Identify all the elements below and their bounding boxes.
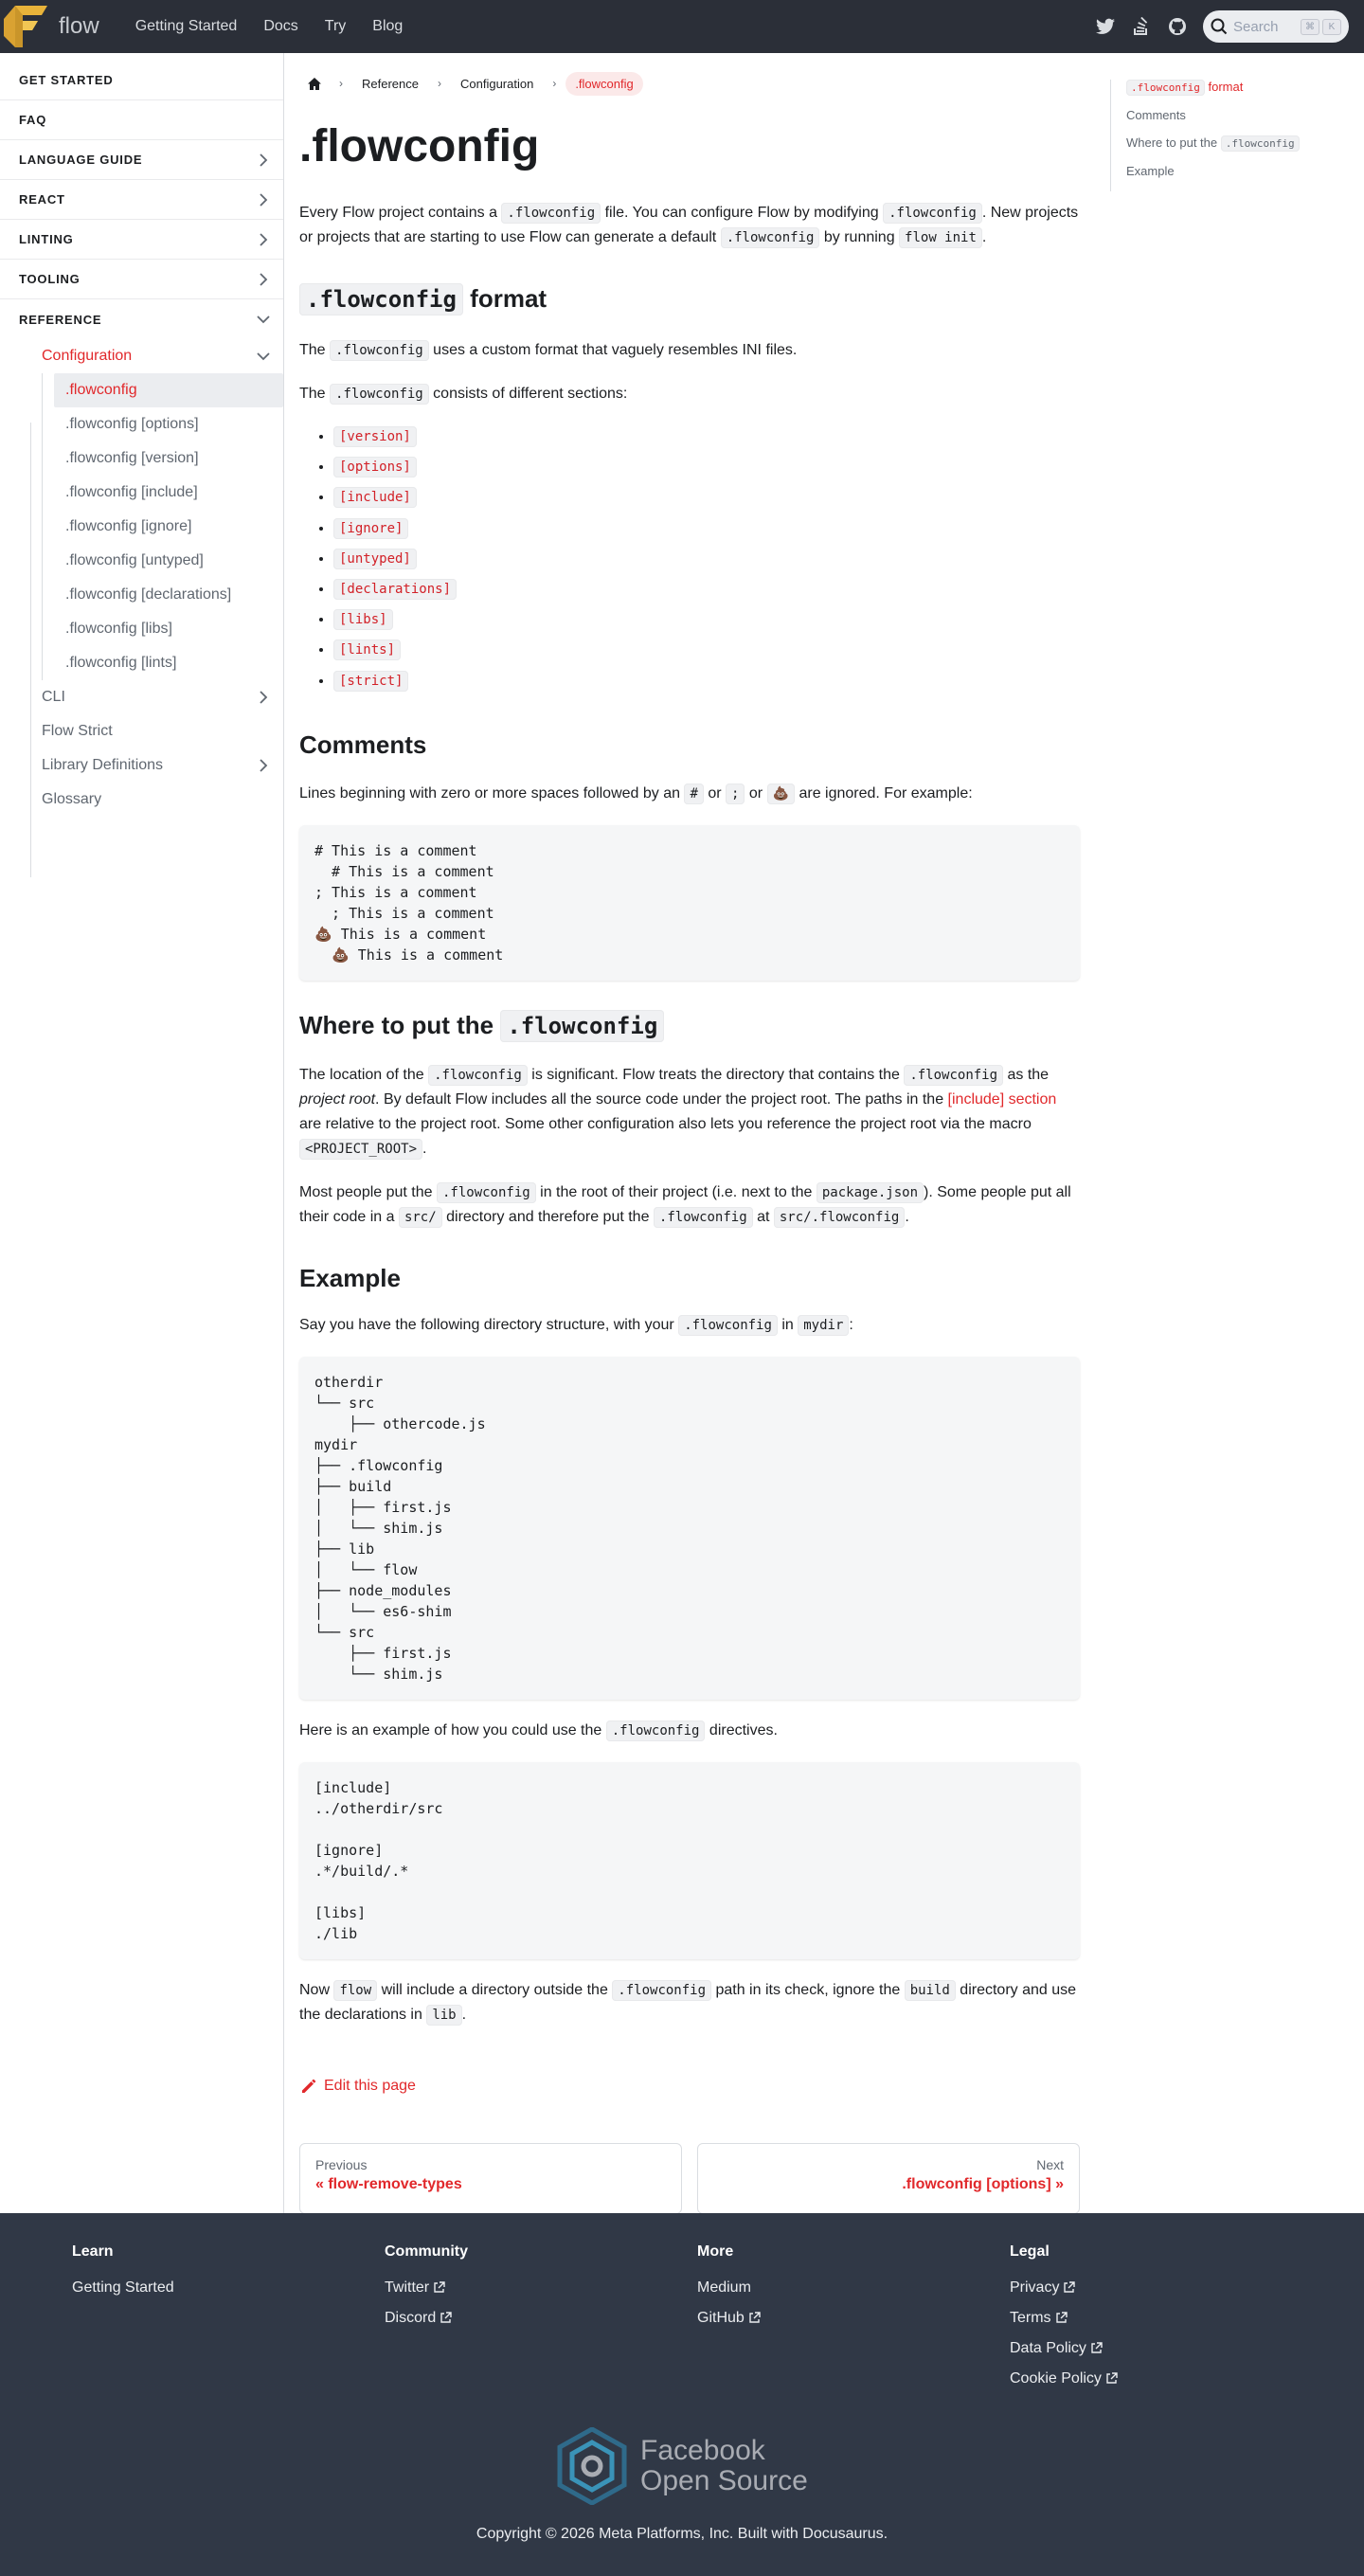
- inline-code: flow init: [899, 227, 982, 248]
- inline-code: [include]: [333, 487, 417, 508]
- text: GitHub: [697, 2309, 745, 2326]
- nav-right: [1095, 0, 1349, 53]
- sidebar-item-label: Configuration: [42, 348, 133, 364]
- inline-code: .flowconfig: [612, 1980, 711, 2001]
- home-icon[interactable]: [299, 70, 330, 97]
- text: Privacy: [1010, 2279, 1060, 2296]
- previous-page-link[interactable]: [299, 2143, 682, 2214]
- inline-code: [untyped]: [333, 549, 417, 569]
- inline-code: .flowconfig: [500, 1010, 664, 1042]
- pager-label: « flow-remove-types: [315, 2175, 462, 2192]
- facebook-open-source-link[interactable]: [557, 2427, 808, 2505]
- brand-link[interactable]: [15, 0, 99, 53]
- example-paragraph-2: [299, 1719, 1080, 1743]
- text: Where to put the: [1126, 135, 1221, 150]
- sections-list: [299, 422, 1080, 696]
- format-paragraph-1: [299, 338, 1080, 363]
- inline-code: .flowconfig: [330, 340, 429, 361]
- text: ). Some people put all their code in a: [299, 1183, 1071, 1225]
- heading-format: [299, 282, 1080, 315]
- inline-code: .flowconfig: [1221, 135, 1300, 152]
- sidebar-item-flowconfig-options[interactable]: .flowconfig [options]: [65, 416, 199, 432]
- sidebar-item-cli[interactable]: [0, 680, 283, 714]
- sidebar-item-label: Flow Strict: [42, 723, 113, 739]
- external-link-icon: [1105, 2372, 1118, 2385]
- inline-code: .flowconfig: [1126, 80, 1205, 96]
- text: . New projects or projects that are starting to use Flow can generate a default: [299, 205, 1079, 245]
- navbar: [0, 0, 1364, 53]
- sidebar-item-reference[interactable]: [0, 299, 283, 339]
- next-page-link[interactable]: [697, 2143, 1080, 2214]
- text: Lines beginning with zero or more spaces followed by an: [299, 784, 685, 802]
- chevron-down-icon[interactable]: [255, 311, 272, 328]
- list-item: [333, 513, 1080, 544]
- breadcrumb-reference[interactable]: Reference: [362, 76, 419, 91]
- text: directory and use the declarations in: [299, 1981, 1077, 2023]
- nav-try[interactable]: Try: [324, 18, 347, 34]
- inline-code: .flowconfig: [654, 1207, 753, 1228]
- text: is significant. Flow treats the directory that contains the: [527, 1066, 905, 1083]
- flow-logo: [0, 0, 53, 53]
- footer-col-more: [697, 2243, 1010, 2399]
- external-link-icon: [1063, 2281, 1075, 2294]
- toc-item-example[interactable]: Example: [1126, 164, 1175, 178]
- list-item: [333, 544, 1080, 574]
- footer-link-twitter[interactable]: [385, 2278, 697, 2297]
- inline-code: [ignore]: [333, 518, 408, 539]
- inline-code: 💩: [767, 784, 795, 804]
- text: :: [849, 1316, 853, 1333]
- copyright: Copyright © 2026 Meta Platforms, Inc. Built with Docusaurus.: [476, 2526, 888, 2542]
- inline-code: .flowconfig: [428, 1065, 528, 1086]
- list-item: [333, 452, 1080, 482]
- text: are ignored. For example:: [795, 784, 973, 802]
- intro-paragraph: [299, 201, 1080, 250]
- text: Terms: [1010, 2309, 1051, 2326]
- stack-overflow-icon[interactable]: [1131, 16, 1152, 37]
- external-link-icon: [433, 2281, 445, 2294]
- inline-code: #: [684, 784, 703, 804]
- chevron-right-icon[interactable]: [255, 271, 272, 288]
- heading-example: Example: [299, 1263, 401, 1292]
- text: .: [981, 229, 987, 245]
- text: Now: [299, 1981, 334, 1998]
- emphasis: project root: [299, 1090, 376, 1108]
- where-paragraph-2: [299, 1180, 1080, 1230]
- sidebar-item-flowconfig-version[interactable]: .flowconfig [version]: [65, 450, 199, 466]
- inline-code: package.json: [817, 1182, 924, 1203]
- sidebar-item-glossary[interactable]: [0, 783, 283, 817]
- text: directory and therefore put the: [441, 1208, 654, 1225]
- sidebar-item-label: TOOLING: [19, 272, 81, 286]
- nav-getting-started[interactable]: Getting Started: [135, 18, 238, 34]
- sidebar-config-group: [42, 373, 283, 680]
- heading-comments: Comments: [299, 730, 427, 759]
- page-title: .flowconfig: [299, 121, 540, 171]
- sidebar-item-label: REACT: [19, 192, 65, 207]
- list-item: [333, 574, 1080, 604]
- text: directives.: [705, 1721, 778, 1738]
- sidebar-item-label: LANGUAGE GUIDE: [19, 153, 143, 167]
- inline-code: .flowconfig: [330, 384, 429, 405]
- list-item: [333, 635, 1080, 665]
- sidebar-item-language-guide[interactable]: [0, 140, 283, 180]
- inline-code: ;: [726, 784, 745, 804]
- text: Most people put the: [299, 1183, 437, 1200]
- inline-code: .flowconfig: [299, 283, 463, 315]
- github-icon[interactable]: [1167, 16, 1188, 37]
- search-placeholder: Search: [1233, 18, 1279, 35]
- inline-code: lib: [426, 2005, 461, 2026]
- toc-item-format[interactable]: [1126, 80, 1337, 96]
- sidebar-item-get-started[interactable]: [0, 61, 283, 100]
- sidebar-item-flowconfig-include[interactable]: .flowconfig [include]: [65, 484, 198, 500]
- external-link-icon: [748, 2312, 761, 2324]
- inline-code: [declarations]: [333, 579, 457, 600]
- twitter-icon[interactable]: [1095, 16, 1116, 37]
- inline-code: flow: [333, 1980, 377, 2001]
- sidebar-item-faq[interactable]: [0, 100, 283, 140]
- text: Facebook: [640, 2435, 765, 2466]
- text: path in its check, ignore the: [711, 1981, 905, 1998]
- sidebar: [0, 53, 284, 2213]
- external-link-icon: [1055, 2312, 1068, 2324]
- sidebar-tree-line: [30, 423, 31, 877]
- text: consists of different sections:: [428, 386, 628, 402]
- footer-link-medium[interactable]: [697, 2278, 1010, 2297]
- inline-code: .flowconfig: [904, 1065, 1003, 1086]
- doc-pager: [299, 2143, 1080, 2214]
- footer-link-privacy[interactable]: [1010, 2278, 1322, 2297]
- external-link-icon: [1090, 2342, 1103, 2354]
- text: .: [461, 2006, 467, 2023]
- pencil-icon: [299, 2077, 318, 2096]
- inline-code: .flowconfig: [721, 227, 820, 248]
- footer-heading: Community: [385, 2243, 468, 2260]
- table-of-contents: [1110, 80, 1337, 191]
- inline-code: .flowconfig: [501, 203, 601, 224]
- text: The: [299, 342, 331, 358]
- inline-code: .flowconfig: [678, 1315, 778, 1336]
- text: as the: [1003, 1066, 1050, 1083]
- inline-code: .flowconfig: [437, 1182, 536, 1203]
- facebook-open-source-text: [640, 2436, 808, 2496]
- inline-code: [version]: [333, 426, 417, 447]
- external-link-icon: [440, 2312, 452, 2324]
- list-item: [333, 482, 1080, 513]
- text: The: [299, 386, 331, 402]
- footer-columns: [72, 2243, 1322, 2399]
- sidebar-item-library-definitions[interactable]: [0, 748, 283, 783]
- text: format: [1204, 80, 1244, 94]
- text: uses a custom format that vaguely resembles INI files.: [428, 342, 798, 358]
- text: Discord: [385, 2309, 437, 2326]
- toc-item-comments[interactable]: Comments: [1126, 108, 1186, 122]
- sidebar-item-flowconfig-declarations[interactable]: .flowconfig [declarations]: [65, 586, 232, 603]
- chevron-right-icon[interactable]: [255, 231, 272, 248]
- heading-where: [299, 1009, 1080, 1042]
- text: .: [905, 1208, 909, 1225]
- chevron-down-icon[interactable]: [255, 348, 272, 365]
- sidebar-item-flowconfig-ignore[interactable]: .flowconfig [ignore]: [65, 518, 192, 534]
- comments-paragraph: [299, 782, 1080, 806]
- footer-col-legal: [1010, 2243, 1322, 2399]
- footer-col-community: [385, 2243, 697, 2399]
- chevron-right-icon[interactable]: [255, 689, 272, 706]
- chevron-right-icon[interactable]: [255, 757, 272, 774]
- text: . By default Flow includes all the source code under the project root. The paths in the: [375, 1090, 948, 1108]
- chevron-right-icon[interactable]: [255, 191, 272, 208]
- edit-page-label: Edit this page: [324, 2077, 416, 2094]
- code-block-comments: # This is a comment # This is a comment ; This is a comment ; This is a comment 💩 This is a comment 💩 This is a comment: [299, 825, 1080, 981]
- text: Getting Started: [72, 2279, 174, 2296]
- inline-code: src/.flowconfig: [774, 1207, 905, 1228]
- inline-code: [options]: [333, 457, 417, 477]
- footer-link-terms[interactable]: [1010, 2308, 1322, 2328]
- text: Every Flow project contains a: [299, 205, 502, 221]
- sidebar-item-flowconfig-untyped[interactable]: .flowconfig [untyped]: [65, 552, 204, 568]
- sidebar-item-label: Library Definitions: [42, 757, 164, 773]
- footer-heading: More: [697, 2243, 734, 2260]
- text: Where to put the: [299, 1010, 501, 1039]
- footer-link-data-policy[interactable]: [1010, 2338, 1322, 2358]
- text: or: [745, 784, 767, 802]
- breadcrumb-separator: ›: [437, 77, 441, 90]
- text: Cookie Policy: [1010, 2369, 1102, 2387]
- nav-links: [135, 18, 430, 35]
- text: Here is an example of how you could use the: [299, 1721, 606, 1738]
- sidebar-item-label: LINTING: [19, 232, 74, 246]
- sidebar-item-flowconfig-libs[interactable]: .flowconfig [libs]: [65, 621, 172, 637]
- breadcrumb: [299, 66, 1080, 100]
- breadcrumb-configuration[interactable]: Configuration: [459, 76, 534, 91]
- pager-label: .flowconfig [options] »: [902, 2175, 1064, 2192]
- text: Twitter: [385, 2279, 430, 2296]
- footer-heading: Legal: [1010, 2243, 1050, 2260]
- text: are relative to the project root. Some other configuration also lets you reference the project root via the macro: [299, 1115, 1032, 1132]
- list-item: [333, 666, 1080, 696]
- text: Say you have the following directory structure, with your: [299, 1316, 679, 1333]
- text: will include a directory outside the: [377, 1981, 613, 1998]
- inline-code: [libs]: [333, 609, 393, 630]
- sidebar-item-label: CLI: [42, 689, 65, 705]
- sidebar-item-flowconfig[interactable]: .flowconfig: [54, 373, 283, 407]
- footer: [0, 2213, 1364, 2576]
- text: Medium: [697, 2279, 751, 2296]
- inline-code: build: [905, 1980, 956, 2001]
- pager-sublabel: Next: [1036, 2156, 1064, 2172]
- text: Data Policy: [1010, 2339, 1086, 2356]
- brand-text: flow: [59, 13, 99, 39]
- toc-item-where[interactable]: [1126, 135, 1337, 152]
- footer-link-github[interactable]: [697, 2308, 1010, 2328]
- sidebar-item-react[interactable]: [0, 180, 283, 220]
- sidebar-item-flow-strict[interactable]: [0, 714, 283, 748]
- text: in the root of their project (i.e. next to the: [535, 1183, 817, 1200]
- sidebar-item-configuration[interactable]: [0, 339, 283, 373]
- main-content: [299, 53, 1080, 2214]
- text: at: [752, 1208, 774, 1225]
- search-icon: [1211, 18, 1228, 35]
- text: in: [777, 1316, 799, 1333]
- inline-code: src/: [399, 1207, 442, 1228]
- pager-sublabel: Previous: [315, 2156, 368, 2172]
- kbd-k: K: [1322, 19, 1341, 35]
- footer-col-learn: [72, 2243, 385, 2399]
- footer-link-getting-started[interactable]: [72, 2278, 385, 2297]
- sidebar-item-label: Glossary: [42, 791, 102, 807]
- inline-code: .flowconfig: [606, 1720, 706, 1741]
- text: The location of the: [299, 1066, 429, 1083]
- sidebar-item-label: FAQ: [19, 113, 47, 127]
- kbd-cmd: ⌘: [1301, 19, 1319, 35]
- breadcrumb-separator: ›: [339, 77, 343, 90]
- breadcrumb-current: .flowconfig: [565, 72, 642, 96]
- footer-link-cookie-policy[interactable]: [1010, 2369, 1322, 2388]
- example-paragraph-3: [299, 1978, 1080, 2027]
- inline-code: [strict]: [333, 671, 408, 692]
- chevron-right-icon[interactable]: [255, 152, 272, 169]
- inline-code: mydir: [798, 1315, 849, 1336]
- nav-docs[interactable]: Docs: [263, 18, 298, 34]
- text: Open Source: [640, 2465, 808, 2496]
- nav-blog[interactable]: Blog: [372, 18, 404, 34]
- edit-page-link[interactable]: [299, 2077, 1080, 2096]
- text: format: [462, 284, 547, 313]
- sidebar-item-linting[interactable]: [0, 220, 283, 260]
- inline-code: [lints]: [333, 639, 401, 660]
- inline-code: .flowconfig: [883, 203, 982, 224]
- text: .: [422, 1140, 427, 1157]
- list-item: [333, 422, 1080, 452]
- search-button[interactable]: [1203, 10, 1349, 43]
- sidebar-item-label: GET STARTED: [19, 73, 114, 87]
- where-paragraph-1: [299, 1063, 1080, 1162]
- text: or: [703, 784, 727, 802]
- sidebar-item-tooling[interactable]: [0, 260, 283, 299]
- include-section-link[interactable]: [include] section: [947, 1090, 1057, 1108]
- sidebar-item-flowconfig-lints[interactable]: .flowconfig [lints]: [65, 655, 177, 671]
- text: file. You can configure Flow by modifying: [601, 205, 884, 221]
- breadcrumb-separator: ›: [552, 77, 557, 90]
- footer-link-discord[interactable]: [385, 2308, 697, 2328]
- facebook-open-source-logo-icon: [557, 2427, 627, 2505]
- inline-code: <PROJECT_ROOT>: [299, 1139, 422, 1160]
- code-block-tree: otherdir └── src ├── othercode.js mydir ├── .flowconfig ├── build │ ├── first.js │ └── shim.js ├── lib │ └── flow ├── node_modules │ └── es6-shim └── src ├── first.js └── shim.js: [299, 1357, 1080, 1700]
- sidebar-item-label: REFERENCE: [19, 312, 102, 327]
- footer-heading: Learn: [72, 2243, 114, 2260]
- example-paragraph-1: [299, 1313, 1080, 1338]
- text: by running: [819, 229, 900, 245]
- code-block-config: [include] ../otherdir/src [ignore] .*/build/.* [libs] ./lib: [299, 1762, 1080, 1959]
- format-paragraph-2: [299, 382, 1080, 406]
- list-item: [333, 604, 1080, 635]
